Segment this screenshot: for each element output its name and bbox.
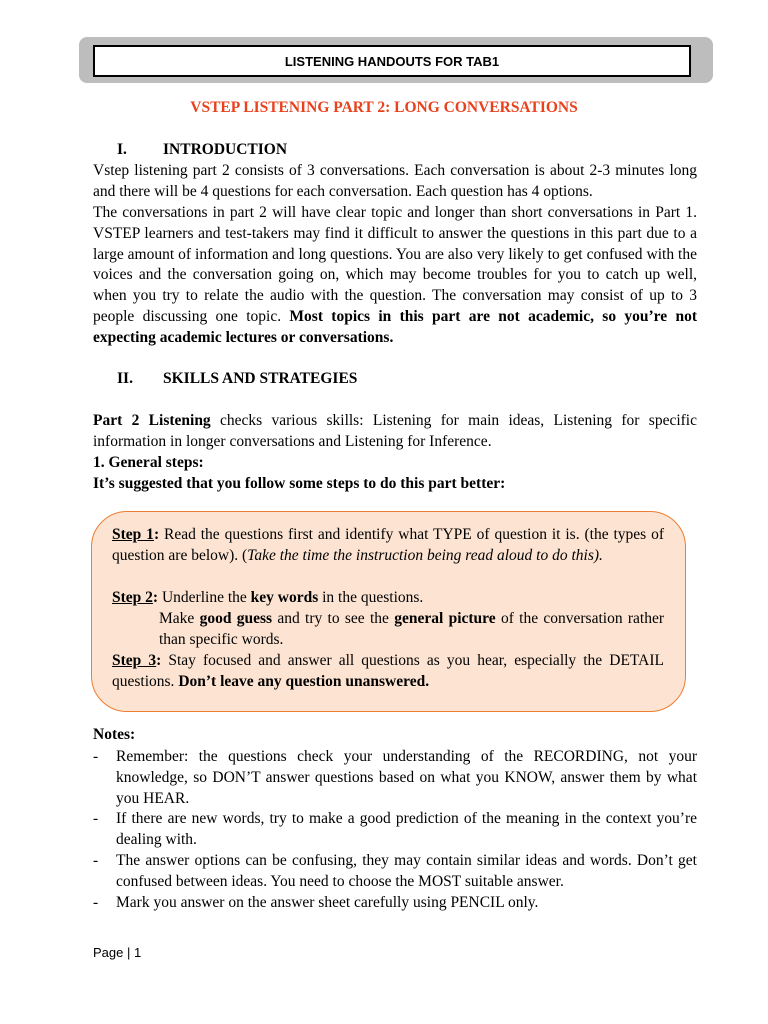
list-item [93, 747, 697, 809]
step-2-label: Step 2 [112, 589, 153, 606]
step-3-text: Stay focused and answer all questions as you hear, especially the DETAIL questions. [112, 652, 664, 690]
step-2-text: Underline the [158, 589, 251, 606]
step-2-line-2 [159, 608, 664, 650]
note-text: Mark you answer on the answer sheet carefully using PENCIL only. [116, 893, 539, 911]
section-heading-introduction [93, 140, 697, 161]
step-2-line-2-e: of the conversation rather than specific words. [159, 610, 665, 648]
step-3-colon: : [156, 652, 162, 669]
intro-paragraph-2 [93, 203, 697, 349]
step-3-label: Step 3 [112, 652, 157, 669]
steps-callout-box [91, 511, 686, 712]
dash: - [93, 851, 99, 869]
general-steps-heading: 1. General steps: [93, 454, 204, 471]
step-2-good-guess: good guess [199, 610, 273, 627]
dash: - [93, 810, 99, 828]
step-2-text-end: in the questions. [318, 589, 424, 606]
skills-paragraph-bold: Part 2 Listening [93, 412, 211, 429]
step-2-keywords: key words [250, 589, 319, 606]
step-1-italic: Take the time the instruction being read aloud to do this). [247, 547, 603, 564]
section-number: II. [117, 370, 133, 387]
notes-heading: Notes: [93, 726, 136, 743]
section-title: SKILLS AND STRATEGIES [163, 370, 358, 387]
step-2-line-2-c: and try to see the [272, 610, 395, 627]
notes-list [93, 747, 697, 913]
header-title: LISTENING HANDOUTS FOR TAB1 [93, 45, 691, 77]
dash: - [93, 748, 99, 765]
dash: - [93, 893, 99, 911]
skills-paragraph-text: checks various skills: Listening for main ideas, Listening for specific information in longer conversations and Listening for Inference. [93, 412, 697, 450]
intro-paragraph-1: Vstep listening part 2 consists of 3 conversations. Each conversation is about 2-3 minutes long and there will be 4 questions for each conversation. Each question has 4 options. [93, 162, 697, 200]
intro-paragraph-2-text: The conversations in part 2 will have clear topic and longer than short conversations in Part 1. VSTEP learners and test-takers may find it difficult to answer the questions in this part due to a large amount of information and long questions. You are also very likely to get confused with the voices and the conversation going on, which may become troubles for you to catch up well, when you try to relate the audio with the question. The conversation may consist of up to 3 people discussing one topic. [93, 204, 697, 325]
step-3-bold: Don’t leave any question unanswered. [178, 673, 430, 690]
section-title: INTRODUCTION [163, 141, 288, 158]
intro-paragraph-2-bold: Most topics in this part are not academic, so you’re not expecting academic lectures or conversations. [93, 307, 697, 346]
step-1-text: Read the questions first and identify what TYPE of question it is. (the types of question are below). ( [112, 526, 664, 564]
note-text: If there are new words, try to make a good prediction of the meaning in the context you’re dealing with. [116, 810, 697, 849]
note-text: The answer options can be confusing, they may contain similar ideas and words. Don’t get confused between ideas. You need to choose the MOST suitable answer. [116, 851, 697, 890]
section-number: I. [117, 141, 127, 158]
header-banner [79, 37, 713, 83]
list-item [93, 809, 697, 851]
step-1-label: Step 1 [112, 526, 154, 543]
list-item [93, 893, 697, 914]
list-item [93, 851, 697, 893]
page-title: VSTEP LISTENING PART 2: LONG CONVERSATIONS [190, 99, 578, 116]
page-number: 1 [134, 945, 142, 960]
section-heading-skills [93, 369, 697, 390]
note-text: Remember: the questions check your understanding of the RECORDING, not your knowledge, so DON’T answer questions based on what you KNOW, answer them by what you HEAR. [116, 748, 697, 807]
skills-paragraph [93, 411, 697, 453]
step-2-colon: : [152, 589, 159, 606]
step-3 [112, 650, 664, 692]
step-1-colon: : [153, 526, 160, 543]
suggestion-line: It’s suggested that you follow some steps to do this part better: [93, 475, 506, 492]
step-1 [112, 524, 664, 566]
step-2-general-picture: general picture [394, 610, 496, 627]
footer-label: Page [93, 945, 124, 960]
step-2 [112, 587, 664, 608]
footer-separator: | [127, 945, 131, 960]
page-footer [93, 945, 141, 960]
step-2-line-2-a: Make [159, 610, 200, 627]
